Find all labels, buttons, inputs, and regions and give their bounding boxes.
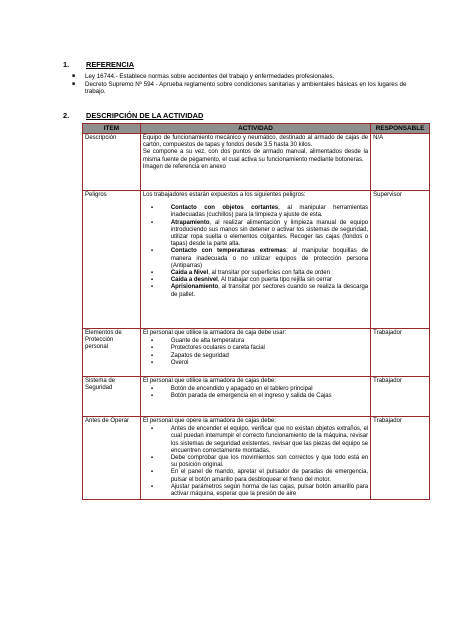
row-responsable: Trabajador xyxy=(371,329,430,377)
row-responsable: Trabajador xyxy=(371,377,430,417)
row-item-label: Descripción xyxy=(83,134,141,191)
table-row-seguridad xyxy=(83,377,430,417)
section-2-heading xyxy=(63,111,203,120)
section-1-title: REFERENCIA xyxy=(86,60,135,69)
section-2-title: DESCRIPCIÓN DE LA ACTIVIDAD xyxy=(86,111,204,120)
paragraph: Equipo de funcionamiento mecánico y neumático, destinado al armado de cajas de cartón, compuestos de tapas y fondos desde 3.5 hasta 30 kilos. xyxy=(142,135,369,149)
reference-text: Decreto Supremo Nº 594 - Aprueba reglamento sobre condiciones sanitarias y ambientales básicas en los lugares de trabajo. xyxy=(85,80,407,96)
list-item: ▪ Caída a Nivel, al transitar por superficies con falta de orden xyxy=(143,270,368,277)
table-row-epp xyxy=(83,329,430,377)
list-item: ▪ Guante de alta temperatura xyxy=(143,338,368,345)
row-intro: El personal que utilice la armadora de caja debe usar: xyxy=(142,330,287,336)
list-item: ▪ Overol xyxy=(143,360,368,367)
row-activity-cell xyxy=(140,377,370,417)
list-item: ▪ Contacto con objetos cortantes, al manipular herramientas inadecuadas (cuchillos) para la limpieza y ajuste de esta. xyxy=(143,205,368,219)
list-item: ▪ Debe comprobar que los movimientos son correctos y que todo está en su posición original. xyxy=(143,455,368,469)
row-responsable: Supervisor xyxy=(371,191,430,329)
row-activity-cell xyxy=(140,191,370,329)
section-1-number: 1. xyxy=(63,60,70,69)
row-responsable: Trabajador xyxy=(371,417,430,500)
list-item: ▪ Botón de encendido y apagado en el tablero principal xyxy=(143,386,368,393)
reference-item xyxy=(72,81,417,96)
row-intro: El personal que opere la armadora de cajas debe: xyxy=(142,418,276,424)
table-row-peligros xyxy=(83,191,430,329)
table-header-row xyxy=(83,124,430,134)
list-item: ▪ En el panel de mando, apretar el pulsador de paradas de emergencia, pulsar el botón amarillo para desbloquear el freno del motor. xyxy=(143,469,368,483)
list-item: ▪ Aprisionamiento, al transitar por sectores cuando se realiza la descarga de pallet. xyxy=(143,284,368,298)
paragraph: Se compone a su vez, con dos puntos de armado manual, alimentados desde la misma fuente de pegamento, el cual activa su funcionamiento mediante botoneras. xyxy=(142,149,369,163)
row-item-label: Peligros xyxy=(83,191,141,329)
row-intro: Los trabajadores estarán expuestos a los siguientes peligros: xyxy=(142,192,306,198)
row-item-label: Sistema de Seguridad xyxy=(83,377,141,417)
column-header-actividad: ACTIVIDAD xyxy=(140,124,370,134)
bullet-icon: ■ xyxy=(72,73,76,79)
activity-table xyxy=(82,123,430,500)
list-item: ▪ Caída a desnivel, Al trabajar con puerta tipo rejilla sin cerrar xyxy=(143,277,368,284)
table-row-antes-de-operar xyxy=(83,417,430,500)
row-activity-cell xyxy=(140,134,370,191)
row-item-label: Elementos de Protección personal xyxy=(83,329,141,377)
row-item-label: Antes de Operar xyxy=(83,417,141,500)
list-item: ▪ Protectores oculares o careta facial xyxy=(143,345,368,352)
row-activity-cell xyxy=(140,329,370,377)
list-item: ▪ Botón parada de emergencia en el ingreso y salida de Cajas xyxy=(143,393,368,400)
row-activity-cell xyxy=(140,417,370,500)
reference-item xyxy=(72,73,417,81)
reference-text: Ley 16744.- Establece normas sobre accidentes del trabajo y enfermedades profesionales. xyxy=(85,73,335,80)
row-intro: El personal que utilice la armadora de cajas debe: xyxy=(142,378,276,384)
bullet-icon: ■ xyxy=(72,80,76,87)
list-item: ▪ Zapatos de seguridad xyxy=(143,353,368,360)
paragraph: Imagen de referencia en anexo xyxy=(142,163,226,170)
column-header-responsable: RESPONSABLE xyxy=(371,124,430,134)
section-2-number: 2. xyxy=(63,111,70,120)
section-1-heading xyxy=(63,60,134,69)
row-responsable: N/A xyxy=(371,134,430,191)
list-item: ▪ Atrapamiento, al realizar alimentación y limpieza manual de equipo introduciendo sus manos sin detener o activar los sistemas de seguridad, utilizar ropa suelta o elementos colgantes. Recoger las cajas (fondos o tapas) desde la parte alta. xyxy=(143,220,368,249)
reference-list xyxy=(72,73,417,96)
list-item: ▪ Contacto con temperaturas extremas: al manipular boquillas de manera inadecuada o no utilizar equipos de protección persona (Antiparras) xyxy=(143,248,368,270)
column-header-item: ITEM xyxy=(83,124,141,134)
list-item: ▪ Antes de encender el equipo, verificar que no existan objetos extraños, el cual puedan interrumpir el correcto funcionamiento de la máquina, revisar los sistemas de seguridad existentes, revisar que las piezas del equipo se encuentren correctamente montadas. xyxy=(143,426,368,455)
list-item: ▪ Ajustar parámetros según horma de las cajas, pulsar botón amarillo para activar máquina, esperar que la presión de aire xyxy=(143,484,368,498)
table-row-descripcion xyxy=(83,134,430,191)
